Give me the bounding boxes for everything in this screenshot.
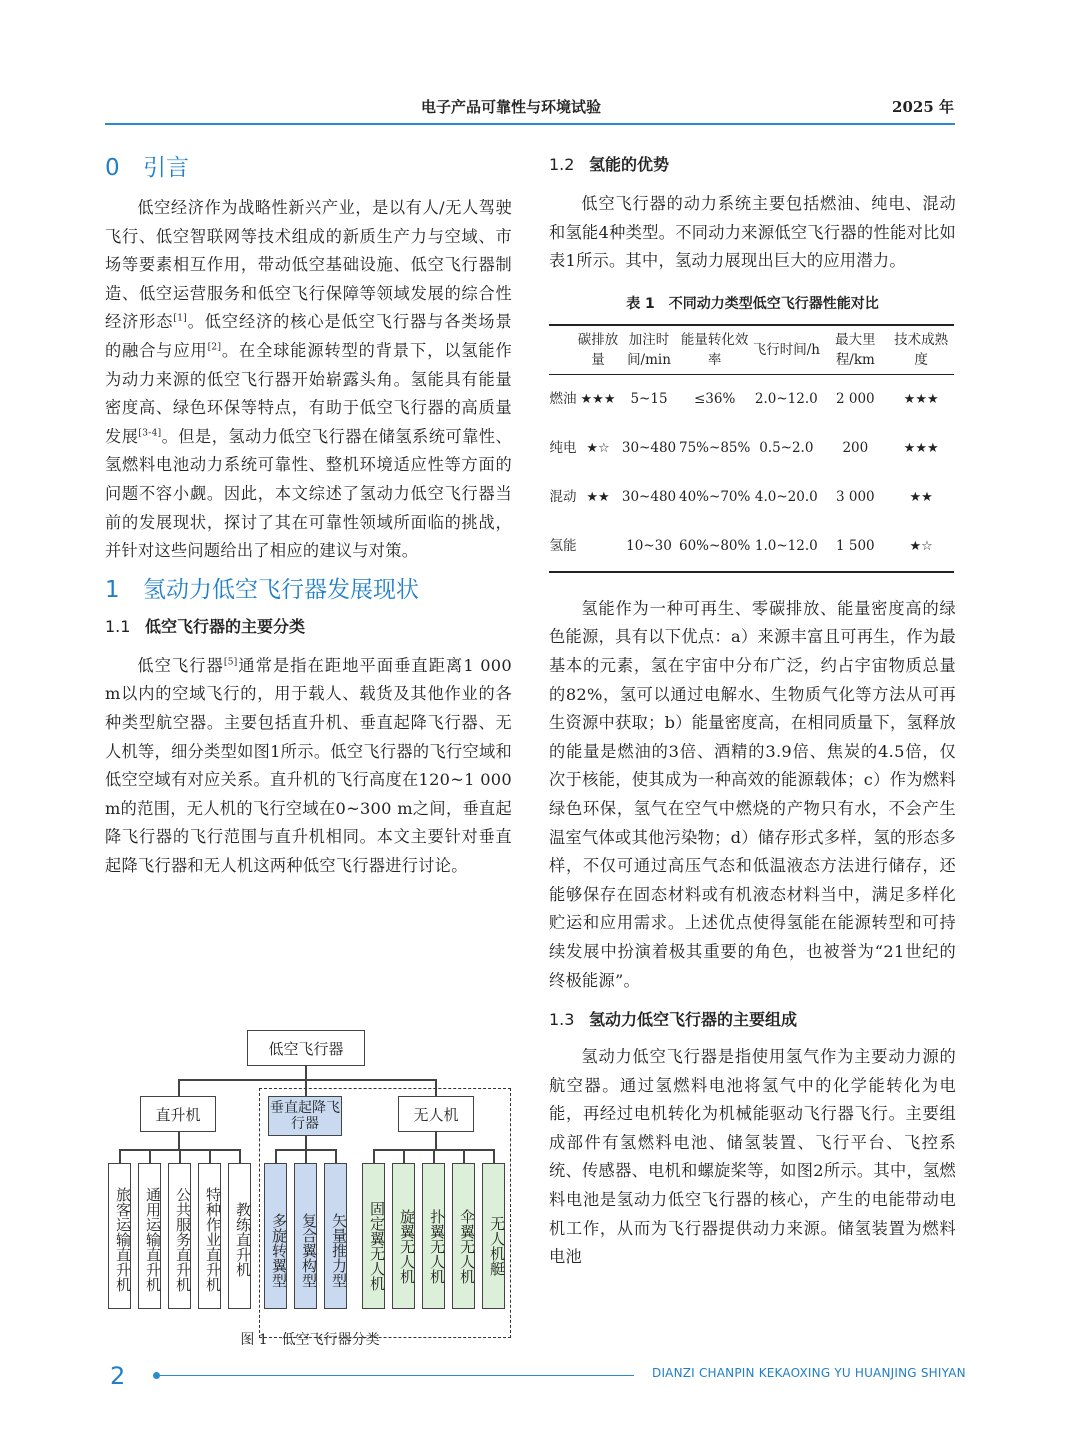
leaf-vtol-2: 复合翼构型 [294, 1163, 317, 1309]
section-1-3-heading: 1.3 氢动力低空飞行器的主要组成 [549, 1010, 798, 1030]
figure-1-classification-tree [105, 1030, 515, 1320]
table-header-cell: 最大里程/km [822, 325, 888, 375]
classification-paragraph: 低空飞行器[5]通常是指在距地平面垂直距离1 000 m以内的空域飞行的，用于载人、载货及其他作业的各种类型航空器。主要包括直升机、垂直起降飞行器、无人机等，细分类型如图1所示。低空飞行器的飞行空域和低空空域有对应关系。直升机的飞行高度在120~1 000 m的范围，无人机的飞行空域在0~300 m之间，垂直起降飞行器的飞行范围与直升机相同。本文主要针对垂直起降飞行器和无人机这两种低空飞行器进行讨论。 [105, 655, 513, 875]
table-header-cell: 碳排放量 [577, 325, 619, 375]
tree-node-helicopter: 直升机 [140, 1096, 216, 1132]
page-number: 2 [110, 1362, 126, 1390]
leaf-heli-1: 旅客运输直升机 [108, 1163, 131, 1309]
section-1-2-heading: 1.2 氢能的优势 [549, 155, 670, 174]
section-1-1-heading: 1.1 低空飞行器的主要分类 [105, 616, 306, 636]
table-row: 氢能 10~30 60%~80% 1.0~12.0 1 500 ★☆ [549, 522, 954, 572]
intro-paragraph: 低空经济作为战略性新兴产业，是以有人/无人驾驶飞行、低空智联网等技术组成的新质生产力与空域、市场等要素相互作用，带动低空基础设施、低空飞行器制造、低空运营服务和低空飞行保障等领域发展的综合性经济形态[1]。低空经济的核心是低空飞行器与各类场景的融合与应用[2]。在全球能源转型的背景下，以氢能作为动力来源的低空飞行器开始崭露头角。氢能具有能量密度高、绿色环保等特点，有助于低空飞行器的高质量发展[3-4]。但是，氢动力低空飞行器在储氢系统可靠性、氢燃料电池动力系统可靠性、整机环境适应性等方面的问题不容小觑。因此，本文综述了氢动力低空飞行器当前的发展现状，探讨了其在可靠性领域所面临的挑战，并针对这些问题给出了相应的建议与对策。 [105, 198, 512, 561]
figure-1-caption: 图 1 低空飞行器分类 [240, 1332, 380, 1348]
table-header-cell: 加注时间/min [619, 325, 679, 375]
table-header-cell: 技术成熟度 [888, 325, 954, 375]
leaf-uav-3: 扑翼无人机 [422, 1163, 445, 1309]
footer-journal-pinyin: DIANZI CHANPIN KEKAOXING YU HUANJING SHIYAN [652, 1366, 966, 1380]
header-rule [105, 123, 955, 125]
hydrogen-intro-paragraph: 低空飞行器的动力系统主要包括燃油、纯电、混动和氢能4种类型。不同动力来源低空飞行器的性能对比如表1所示。其中，氢动力展现出巨大的应用潜力。 [549, 194, 956, 271]
tree-node-vtol: 垂直起降飞行器 [268, 1096, 342, 1136]
composition-paragraph: 氢动力低空飞行器是指使用氢气作为主要动力源的航空器。通过氢燃料电池将氢气中的化学能转化为电能，再经过电机转化为机械能驱动飞行器飞行。主要组成部件有氢燃料电池、储氢装置、飞行平台、飞控系统、传感器、电机和螺旋桨等，如图2所示。其中，氢燃料电池是氢动力低空飞行器的核心，产生的电能带动电机工作，从而为飞行器提供动力来源。储氢装置为燃料电池 [549, 1047, 956, 1267]
footer-rule [156, 1375, 634, 1376]
left-column [105, 148, 512, 880]
leaf-uav-2: 旋翼无人机 [392, 1163, 415, 1309]
leaf-heli-3: 公共服务直升机 [168, 1163, 191, 1309]
leaf-heli-2: 通用运输直升机 [138, 1163, 161, 1309]
leaf-heli-5: 教练直升机 [228, 1163, 251, 1309]
table-header-cell [549, 325, 577, 375]
table-row: 纯电 ★☆ 30~480 75%~85% 0.5~2.0 200 ★★★ [549, 440, 939, 457]
table-1-caption: 表 1 不同动力类型低空飞行器性能对比 [626, 295, 879, 312]
leaf-uav-4: 伞翼无人机 [452, 1163, 475, 1309]
tree-node-uav: 无人机 [398, 1096, 474, 1132]
leaf-vtol-3: 矢量推力型 [324, 1163, 347, 1309]
table-header-cell: 飞行时间/h [750, 325, 822, 375]
journal-title: 电子产品可靠性与环境试验 [421, 98, 602, 116]
table-row: 燃油 ★★★ 5~15 ≤36% 2.0~12.0 2 000 ★★★ [549, 391, 939, 408]
leaf-vtol-1: 多旋转翼型 [264, 1163, 287, 1309]
leaf-uav-1: 固定翼无人机 [362, 1163, 385, 1309]
right-column [549, 148, 956, 1272]
hydrogen-advantages-paragraph: 氢能作为一种可再生、零碳排放、能量密度高的绿色能源，具有以下优点：a）来源丰富且可再生，作为最基本的元素，氢在宇宙中分布广泛，约占宇宙物质总量的82%，氢可以通过电解水、生物质气化等方法从可再生资源中获取；b）能量密度高，在相同质量下，氢释放的能量是燃油的3倍、酒精的3.9倍、焦炭的4.5倍，仅次于核能，使其成为一种高效的能源载体；c）作为燃料绿色环保，氢气在空气中燃烧的产物只有水，不会产生温室气体或其他污染物；d）储存形式多样，氢的形态多样，不仅可通过高压气态和低温液态方法进行储存，还能够保存在固态材料或有机液态材料当中，满足多样化贮运和应用需求。上述优点使得氢能在能源转型和可持续发展中扮演着极其重要的角色，也被誉为“21世纪的终极能源”。 [549, 598, 956, 990]
table-header-cell: 能量转化效率 [679, 325, 750, 375]
leaf-uav-5: 无人机艇 [482, 1163, 505, 1309]
table-row: 混动 ★★ 30~480 40%~70% 4.0~20.0 3 000 ★★ [549, 489, 933, 506]
issue-year: 2025 年 [892, 98, 954, 116]
tree-root: 低空飞行器 [247, 1030, 365, 1066]
leaf-heli-4: 特种作业直升机 [198, 1163, 221, 1309]
section-0-heading: 0 引言 [105, 155, 189, 181]
table-1-performance [549, 324, 954, 573]
section-1-heading: 1 氢动力低空飞行器发展现状 [105, 576, 419, 603]
